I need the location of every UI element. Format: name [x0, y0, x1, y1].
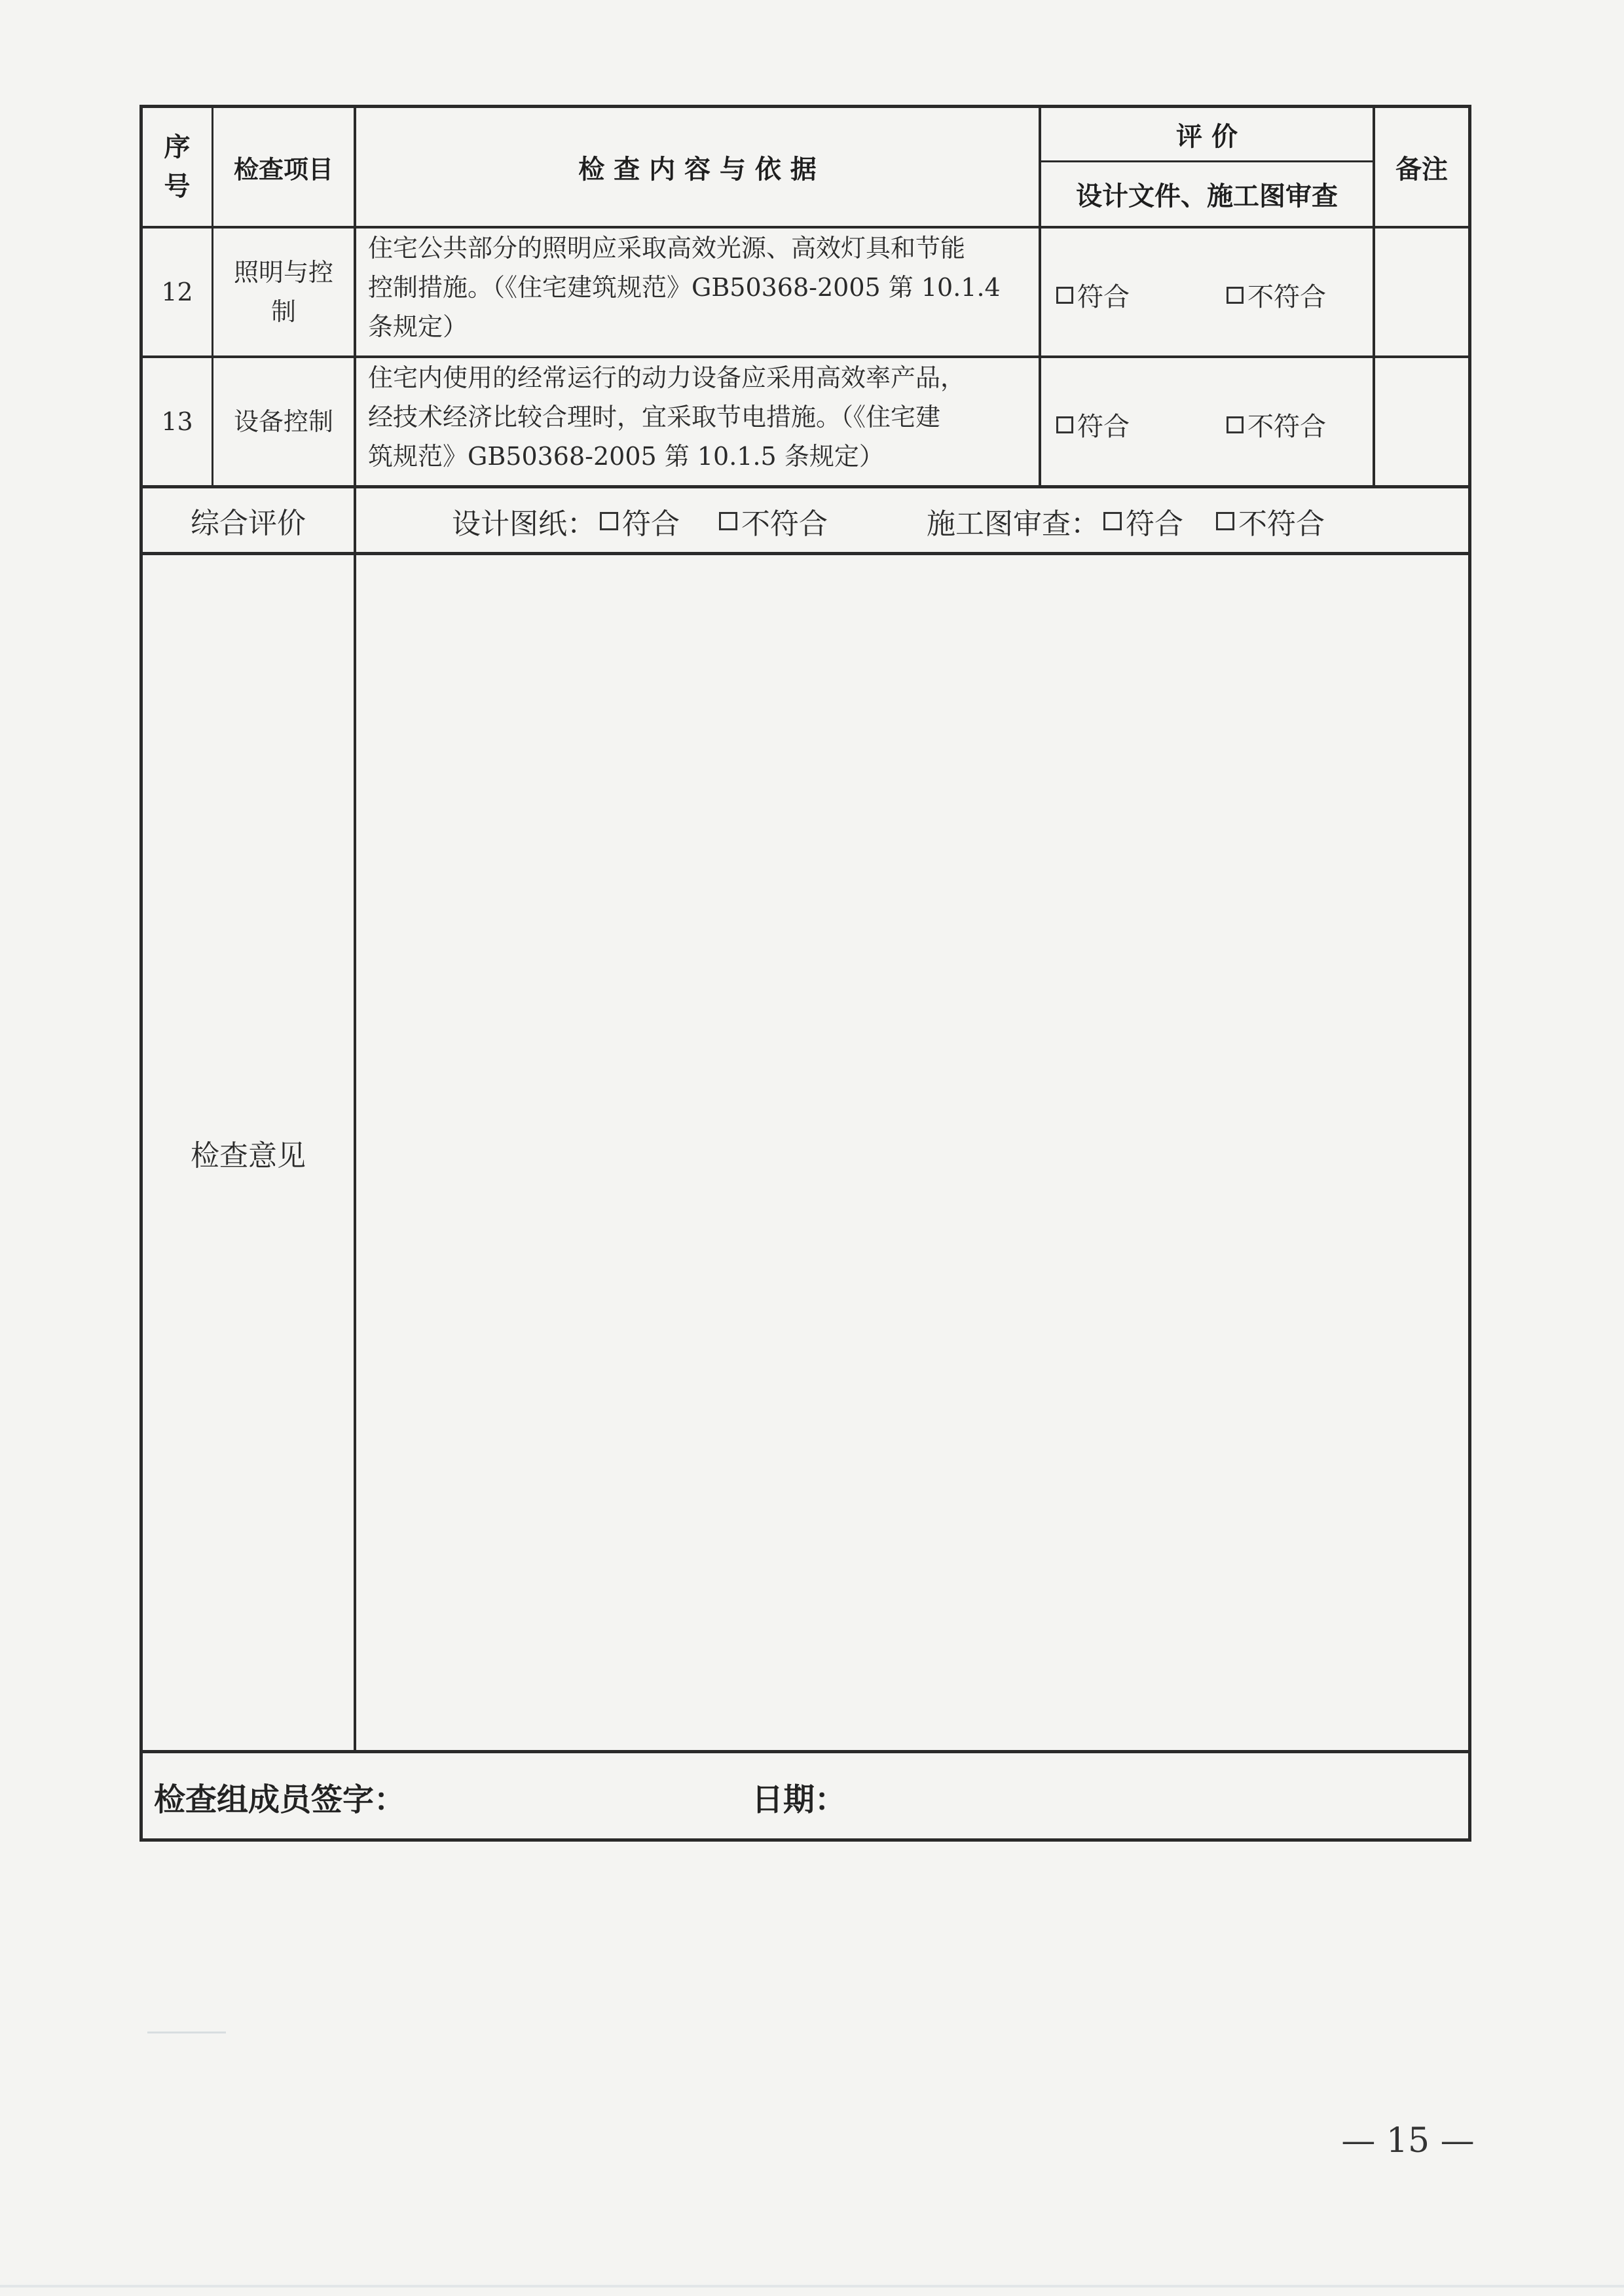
row-content-line: 住宅公共部分的照明应采取高效光源、高效灯具和节能	[368, 234, 966, 263]
option-label: 符合	[1077, 282, 1130, 312]
option-label: 不符合	[1247, 412, 1326, 442]
row-remark[interactable]	[1375, 228, 1468, 355]
row-content-line: 经技术经济比较合理时，宜采取节电措施。（《住宅建	[368, 403, 941, 431]
row-remark[interactable]	[1375, 358, 1468, 485]
row-item	[213, 358, 354, 485]
option-label: 不符合	[1238, 507, 1325, 541]
checkbox[interactable]	[1103, 512, 1122, 530]
checkbox[interactable]	[1227, 416, 1244, 433]
row-content-line: 条规定）	[368, 312, 468, 341]
review-option-nonconform[interactable]	[1216, 500, 1325, 542]
header-remark-label: 备注	[1395, 154, 1448, 185]
option-conform[interactable]	[1056, 406, 1130, 443]
date-field[interactable]	[851, 1761, 1441, 1827]
row-content-line: 筑规范》GB50368-2005 第 10.1.5 条规定）	[368, 442, 884, 471]
summary-design	[452, 501, 828, 541]
members-signature-label	[154, 1774, 405, 1819]
opinion-bottom-line	[139, 1750, 1471, 1753]
summary-label: 综合评价	[191, 506, 306, 540]
header-seq	[143, 108, 212, 226]
design-option-conform[interactable]	[600, 500, 680, 542]
members-signature-text: 检查组成员签字：	[154, 1781, 406, 1818]
scan-mark	[147, 2032, 226, 2033]
checkbox[interactable]	[1056, 416, 1073, 433]
row-seq-value: 12	[161, 278, 193, 306]
header-content	[356, 108, 1039, 226]
checkbox[interactable]	[719, 512, 737, 530]
summary-label-cell	[143, 488, 354, 552]
row-seq	[143, 228, 212, 355]
header-item	[213, 108, 354, 226]
row-item	[213, 228, 354, 355]
header-content-label: 检 查 内 容 与 依 据	[578, 154, 817, 185]
option-label: 不符合	[1247, 282, 1326, 312]
option-nonconform[interactable]	[1227, 276, 1326, 314]
row-item-line: 设备控制	[233, 407, 333, 436]
table-border-right	[1468, 105, 1471, 1842]
scan-mark	[0, 2285, 1624, 2287]
checkbox[interactable]	[1227, 287, 1244, 304]
header-evaluation	[1041, 108, 1373, 160]
page-number: — 15 —	[1341, 2121, 1475, 2160]
row-content-line: 控制措施。（《住宅建筑规范》GB50368-2005 第 10.1.4	[368, 273, 1001, 302]
opinion-label: 检查意见	[191, 1139, 306, 1173]
table-border-bottom	[139, 1838, 1471, 1842]
row-item-line: 制	[270, 297, 296, 326]
review-option-conform[interactable]	[1103, 500, 1183, 542]
design-label: 设计图纸：	[452, 507, 596, 541]
row-content-line: 住宅内使用的经常运行的动力设备应采用高效率产品，	[368, 363, 966, 392]
row-seq-value: 13	[161, 407, 193, 436]
header-evaluation-sub	[1041, 162, 1373, 226]
row-seq	[143, 358, 212, 485]
opinion-label-cell	[143, 555, 354, 1750]
checkbox[interactable]	[1056, 287, 1073, 304]
row-content	[356, 228, 1039, 355]
row-item-line: 照明与控	[233, 258, 333, 287]
option-label: 符合	[1077, 412, 1130, 442]
option-conform[interactable]	[1056, 276, 1130, 314]
option-nonconform[interactable]	[1227, 406, 1326, 443]
option-label: 符合	[622, 507, 680, 541]
row-content	[356, 358, 1039, 485]
header-evaluation-label: 评 价	[1176, 121, 1238, 152]
review-label: 施工图审查：	[927, 507, 1099, 541]
header-item-label: 检查项目	[233, 155, 333, 184]
design-option-nonconform[interactable]	[719, 500, 828, 542]
opinion-input-area[interactable]	[356, 555, 1468, 1750]
header-evaluation-sub-label: 设计文件、施工图审查	[1076, 181, 1338, 211]
date-label	[752, 1774, 846, 1819]
checkbox[interactable]	[600, 512, 618, 530]
checkbox[interactable]	[1216, 512, 1234, 530]
members-signature-field[interactable]	[432, 1761, 747, 1827]
option-label: 符合	[1126, 507, 1183, 541]
header-remark	[1375, 108, 1468, 226]
header-seq-label: 序号	[164, 132, 191, 202]
summary-review	[927, 501, 1325, 541]
option-label: 不符合	[741, 507, 828, 541]
date-text: 日期：	[752, 1781, 847, 1818]
